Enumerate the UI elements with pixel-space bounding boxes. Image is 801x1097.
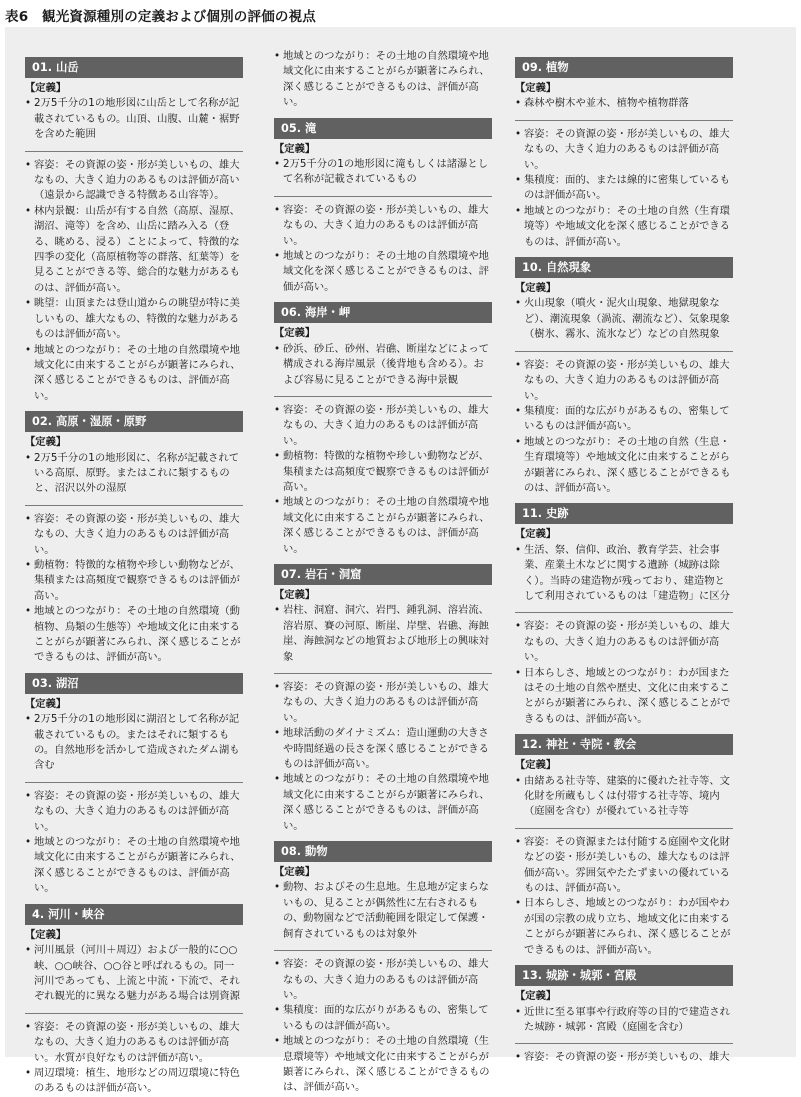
definition-item: • 岩柱、洞窟、洞穴、岩門、鍾乳洞、溶岩流、溶岩原、賽の河原、断崖、岸壁、岩礁、海蝕崖、海蝕洞などの地質および地形上の興味対象 [274,603,492,665]
definition-item: • 近世に至る軍事や行政府等の目的で建造された城跡・城郭・宮殿（庭園を含む） [515,1005,733,1036]
section [515,250,733,496]
content-panel [5,27,796,1095]
criterion-item: • 地域とのつながり：その土地の自然環境や地域文化に由来することがらが顕著にみられ、深く感じることができるものは、評価が高い。 [25,343,243,405]
criterion-item: • 容姿：その資源または付随する庭園や文化財などの姿・形が美しいもの、雄大なものは評価が高い。雰囲気やたたずまいの優れているものは、評価が高い。 [515,835,733,897]
section [25,897,243,1097]
criterion-item: • 容姿：その資源の姿・形が美しいもの、雄大なもの、大きく迫力のあるものは評価が高い。 [274,680,492,726]
criterion-item: • 地域とのつながり：その土地の自然環境や地域文化に由来することがらが顕著にみられ、深く感じることができるものは、評価が高い。 [25,835,243,897]
criterion-item: • 容姿：その資源の姿・形が美しいもの、雄大なもの、大きく迫力のあるものは評価が高い。 [25,512,243,558]
definition-item: • 2万5千分の1の地形図に、名称が記載されている高原、原野。またはこれに類するものと、沼沢以外の湿原 [25,451,243,497]
criterion-item: • 地域とのつながり：その土地の自然環境や地域文化に由来することがらが顕著にみられ、深く感じることができるものは、評価が高い。 [274,495,492,557]
criterion-item: • 地域とのつながり：その土地の自然（生育環境等）や地域文化を深く感じることができるものは、評価が高い。 [515,204,733,250]
definition-item: • 火山現象（噴火・泥火山現象、地獄現象など）、潮流現象（渦流、潮流など）、気象現象（樹氷、霧氷、流氷など）などの自然現象 [515,296,733,342]
criterion-item: • 集積度：面的な広がりがあるもの、密集しているものは評価が高い。 [274,1003,492,1034]
criterion-item: • 集積度：面的、または線的に密集しているものは評価が高い。 [515,173,733,204]
criterion-item: • 容姿：その資源の姿・形が美しいもの、雄大なもの、大きく迫力のあるものは評価が高い。 [515,127,733,173]
definition-label: 【定義】 [25,82,67,94]
divider [274,950,492,951]
criterion-item: • 集積度：面的な広がりがあるもの、密集しているものは評価が高い。 [515,404,733,435]
divider [515,120,733,121]
criterion-item: • 地球活動のダイナミズム：造山運動の大きさや時間経過の長さを深く感じることができるものは評価が高い。 [274,726,492,772]
section-gap [25,666,243,673]
section-header: 09. 植物 [515,57,733,78]
criterion-item: • 地域とのつながり：その土地の自然環境や地域文化を深く感じることができるものは、評価が高い。 [274,249,492,295]
section [25,57,243,404]
section-gap [25,404,243,411]
section-header: 4. 河川・峡谷 [25,904,243,925]
section [274,295,492,557]
divider [274,396,492,397]
section-gap [515,250,733,257]
definition-item: • 2万5千分の1の地形図に滝もしくは諸瀑として名称が記載されているもの [274,157,492,188]
definition-item: • 森林や樹木や並木、植物や植物群落 [515,96,733,111]
criterion-item: • 地域とのつながり：その土地の自然（生息・生育環境等）や地域文化に由来することがらが顕著にみられ、深く感じることができるものは、評価が高い。 [515,435,733,497]
section-header: 03. 湖沼 [25,673,243,694]
divider [274,673,492,674]
divider [25,1013,243,1014]
definition-item: • 2万5千分の1の地形図に山岳として名称が記載されているもの。山頂、山腹、山麓・裾野を含めた範囲 [25,96,243,142]
section-gap [274,295,492,302]
section-header: 13. 城跡・城郭・宮殿 [515,965,733,986]
section [515,958,733,1066]
criterion-item: • 容姿：その資源の姿・形が美しいもの、雄大なもの、大きく迫力のあるものは評価が高い。 [515,358,733,404]
section-gap [274,557,492,564]
criterion-item: • 容姿：その資源の姿・形が美しいもの、雄大なもの、大きく迫力のあるものは評価が高い（遠景から認識できる特徴ある山容等）。 [25,158,243,204]
column-1 [25,57,243,1097]
criterion-item: • 容姿：その資源の姿・形が美しいもの、雄大なもの、大きく迫力のあるものは評価が高い。 [274,403,492,449]
divider [25,505,243,506]
divider [515,612,733,613]
definition-label: 【定義】 [274,866,316,879]
criterion-item: • 地域とのつながり：その土地の自然環境や地域文化に由来することがらが顕著にみられ、深く感じることができるものは、評価が高い。 [274,49,492,111]
criterion-item: • 容姿：その資源の姿・形が美しいもの、雄大 [515,1050,733,1065]
section [515,727,733,958]
section [274,111,492,296]
section [515,57,733,250]
criterion-item: • 日本らしさ、地域とのつながり：わが国やわが国の宗教の成り立ち、地域文化に由来することがらが顕著にみられ、深く感じることができるものは、評価が高い。 [515,896,733,958]
criterion-item: • 動植物：特徴的な植物や珍しい動物などが、集積または高頻度で観察できるものは評価が高い。 [274,449,492,495]
definition-item: • 砂浜、砂丘、砂州、岩礁、断崖などによって構成される海岸風景（後背地も含める）。および容易に見ることができる海中景観 [274,342,492,388]
section-gap [274,111,492,118]
criterion-item: • 地域とのつながり：その土地の自然環境（動植物、鳥類の生態等）や地域文化に由来することがらが顕著にみられ、深く感じることができるものは、評価が高い。 [25,604,243,666]
section-header: 07. 岩石・洞窟 [274,564,492,585]
definition-label: 【定義】 [25,928,67,941]
section-gap [25,897,243,904]
section-header: 05. 滝 [274,118,492,139]
definition-label: 【定義】 [515,82,557,94]
section-header: 08. 動物 [274,841,492,862]
criterion-item: • 容姿：その資源の姿・形が美しいもの、雄大なもの、大きく迫力のあるものは評価が高い。 [274,957,492,1003]
definition-item: • 由緒ある社寺等、建築的に優れた社寺等、文化財を所蔵もしくは付帯する社寺等、境内（庭園を含む）が優れている社寺等 [515,774,733,820]
section [515,496,733,727]
definition-label: 【定義】 [274,142,316,155]
definition-item: • 2万5千分の1の地形図に湖沼として名称が記載されているもの。またはそれに類するもの。自然地形を活かして造成されたダム湖も含む [25,712,243,774]
column-3 [515,57,733,1066]
definition-item: • 生活、祭、信仰、政治、教育学芸、社会事業、産業土木などに関する遺跡（城跡は除く）。当時の建造物が残っており、建造物として利用されているものは「建造物」に区分 [515,543,733,605]
divider [515,351,733,352]
criterion-item: • 容姿：その資源の姿・形が美しいもの、雄大なもの、大きく迫力のあるものは評価が高い。 [25,789,243,835]
section-header: 10. 自然現象 [515,257,733,278]
criterion-item: • 周辺環境：植生、地形などの周辺環境に特色のあるものは評価が高い。 [25,1066,243,1097]
section-header: 11. 史跡 [515,503,733,524]
criterion-item: • 容姿：その資源の姿・形が美しいもの、雄大なもの、大きく迫力のあるものは評価が高い。 [274,203,492,249]
definition-label: 【定義】 [274,327,316,340]
section-gap [274,834,492,841]
definition-label: 【定義】 [25,436,67,449]
section-header: 12. 神社・寺院・教会 [515,734,733,755]
definition-item: • 河川風景（河川＋周辺）および一般的に○○峡、○○峡谷、○○谷と呼ばれるもの。同一河川であっても、上流と中流・下流で、それぞれ観光的に異なる魅力がある場合は別資源 [25,943,243,1005]
divider [25,782,243,783]
section-gap [515,727,733,734]
definition-label: 【定義】 [515,528,557,541]
divider [515,828,733,829]
divider [25,151,243,152]
criterion-item: • 容姿：その資源の姿・形が美しいもの、雄大なもの、大きく迫力のあるものは評価が高い。 [515,619,733,665]
criterion-item: • 地域とのつながり：その土地の自然環境（生息環境等）や地域文化に由来することがらが顕著にみられ、深く感じることができるものは、評価が高い。 [274,1034,492,1096]
divider [515,1043,733,1044]
criterion-item: • 林内景観：山岳が有する自然（高原、湿原、湖沼、滝等）を含め、山岳に踏み入る（登る、眺める、浸る）ことによって、特徴的な四季の変化（高原植物等の群落、紅葉等）を見ることができる等、総合的な魅力があるものは、評価が高い。 [25,204,243,296]
definition-item: • 動物、およびその生息地。生息地が定まらないもの、見ることが偶然性に左右されるもの、動物園などで活動範囲を限定して保護・飼育されているものは対象外 [274,880,492,942]
definition-label: 【定義】 [515,990,557,1003]
section-gap [515,496,733,503]
section [25,404,243,666]
column-2 [274,49,492,1096]
section-gap [515,958,733,965]
criterion-item: • 眺望：山頂または登山道からの眺望が特に美しいもの、雄大なもの、特徴的な魅力があるものは評価が高い。 [25,296,243,342]
criterion-item: • 日本らしさ、地域とのつながり：わが国またはその土地の自然や歴史、文化に由来することがらが顕著にみられ、深く感じることができるものは、評価が高い。 [515,666,733,728]
section-header: 06. 海岸・岬 [274,302,492,323]
criterion-item: • 地域とのつながり：その土地の自然環境や地域文化に由来することがらが顕著にみられ、深く感じることができるものは、評価が高い。 [274,772,492,834]
definition-label: 【定義】 [274,588,316,601]
definition-label: 【定義】 [515,282,557,295]
definition-label: 【定義】 [25,697,67,710]
divider [274,196,492,197]
criterion-item: • 容姿：その資源の姿・形が美しいもの、雄大なもの、大きく迫力のあるものは評価が高い。水質が良好なものは評価が高い。 [25,1020,243,1066]
section-header: 02. 高原・湿原・原野 [25,411,243,432]
definition-label: 【定義】 [515,759,557,772]
section [274,557,492,834]
section-header: 01. 山岳 [25,57,243,78]
page-title: 表6 観光資源種別の定義および個別の評価の視点 [5,9,316,25]
criterion-item: • 動植物：特徴的な植物や珍しい動物などが、集積または高頻度で観察できるものは評価が高い。 [25,558,243,604]
section [274,49,492,111]
section [274,834,492,1096]
section [25,666,243,897]
